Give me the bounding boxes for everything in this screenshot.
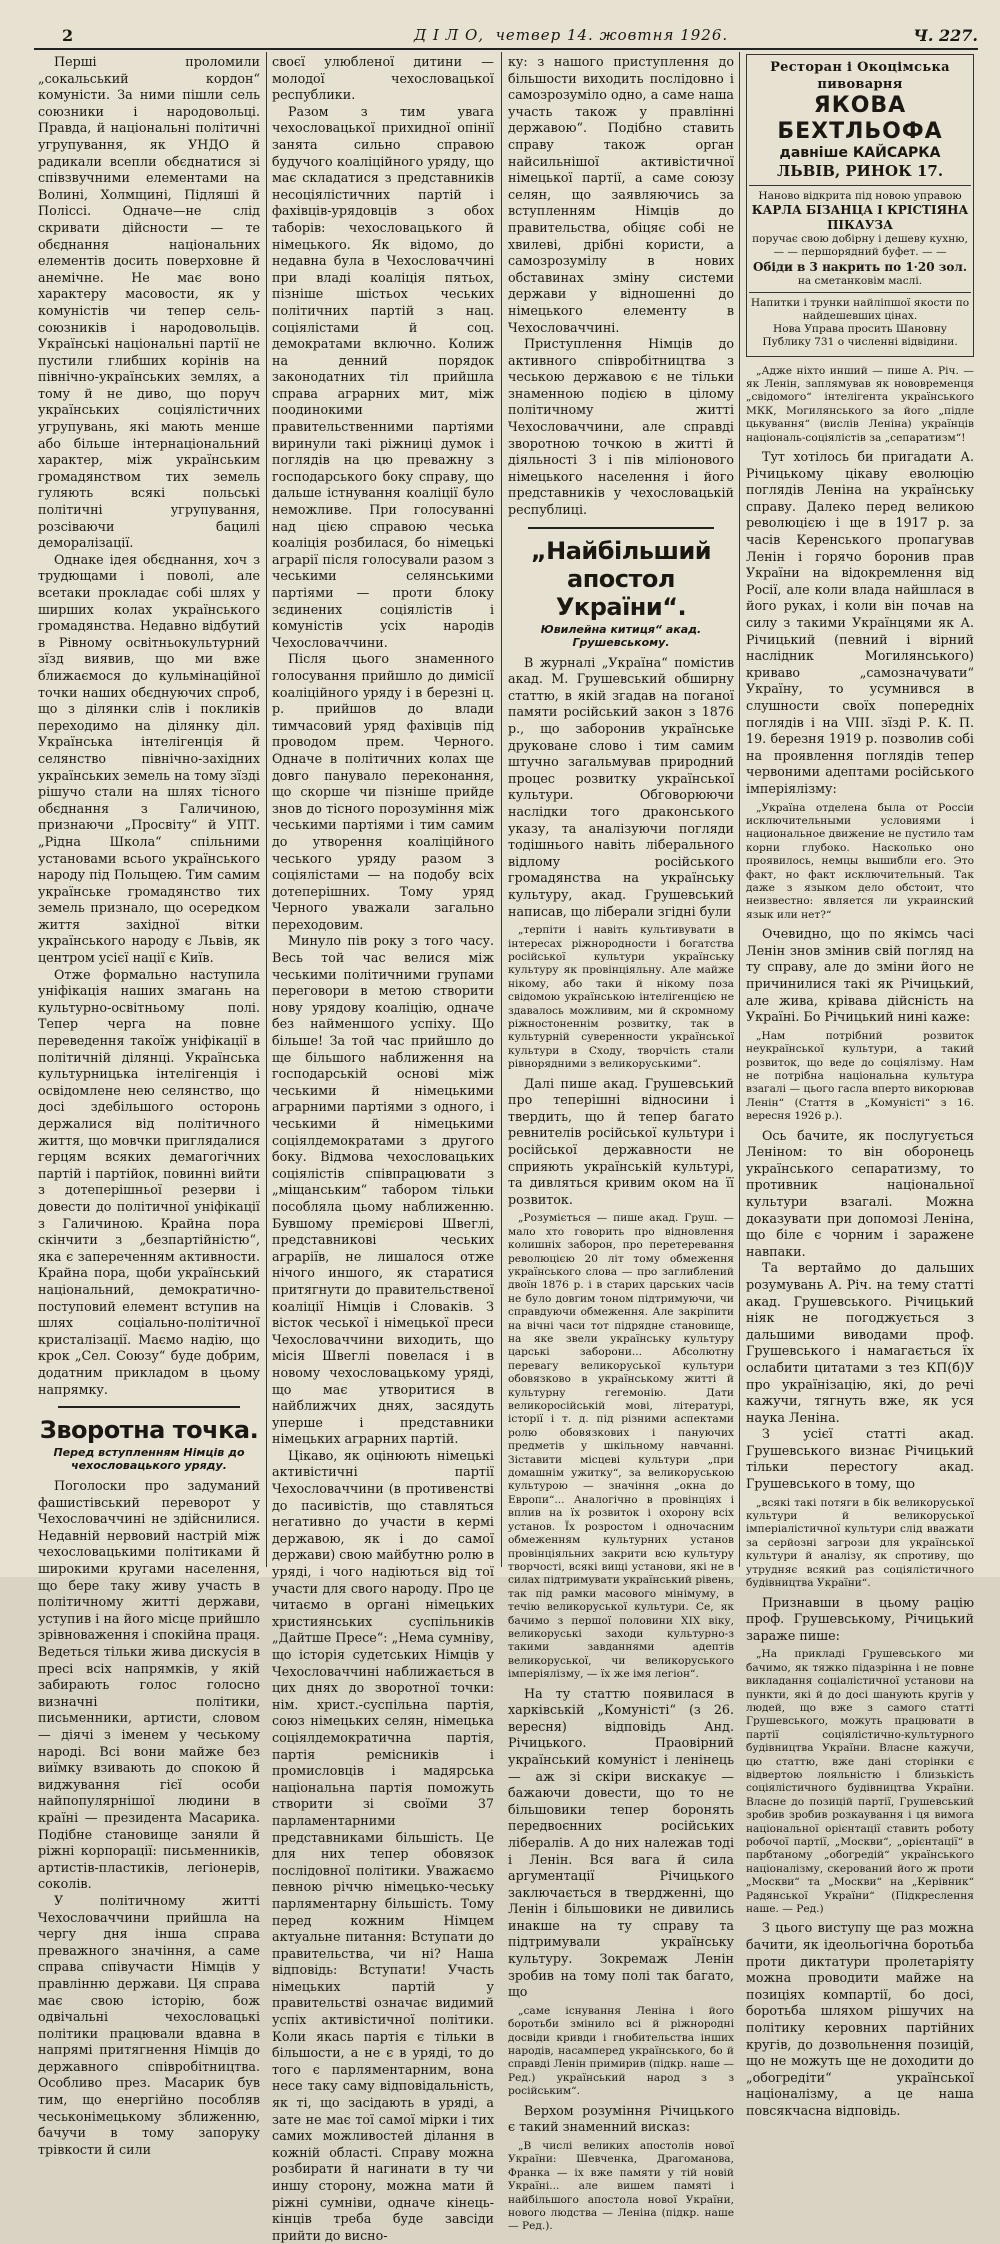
ad-divider: [749, 185, 971, 186]
column-rule: [501, 52, 502, 1567]
article-paragraph: Верхом розуміння Річицького є такий знаменний висказ:: [508, 2102, 734, 2135]
article-paragraph: Перші проломили „сокальський кордон“ комуністи. За ними пішли сель союзники і народовольці. Правда, й національні політичні угрупування, як УНДО й радикали всепли обєднатися зі співзвучними елементами на Волині, Холмщині, Підляші й Поліссі. Одначе—не слід скривати дійсности — те обєднання національних елементів досить поверховне й анемічне. Не має воно характеру масовости, як у комуністів чи тепер сель-союзників і народовольців. Українські національні партії не пустили глибших корінів на північно-українських землях, а тому й не диво, що поруч українських соціялістичних угрупувань, які мають менше або більше інтернаціональний характер, між українським громадянством тих земель гуляють всякі польські політичні угрупування, розсіваючи бацилі деморалізації.: [38, 54, 260, 551]
ad-line: Ресторан і Окоцімська пивоварня: [770, 60, 950, 92]
block-quote: „всякі такі потяги в бік великоруської культури й великоруської імперіалістичної культури слід вважати за серйозні загрози для української культури й аналізу, як спротиву, що утрудняє всякий раз соціялістичного будівництва України“.: [746, 1496, 974, 1590]
column-3: [508, 54, 734, 2233]
page-number: 2: [62, 26, 74, 45]
article-paragraph: Приступлення Німців до активного співробітництва з чеською державою є не тільки знаменною подією в цілому політичному житті Чехословаччини, але справді зворотною точкою в житті й діяльності 3 і пів міліонового німецького населення і його представників у чехословацькій республиці.: [508, 336, 734, 518]
ad-line: поручає свою добірну і дешеву кухню, — — першорядний буфет. — —: [752, 233, 968, 259]
ad-owner-name: ЯКОВА БЕХТЛЬОФА: [777, 93, 943, 144]
article-paragraph: Та вертаймо до дальших розумувань А. Річ. на тему статті акад. Грушевського. Річицький ніяк не погоджується з дальшими виводами проф. Грушевського і намагається їх ослабити цитатами з тез КП(б)У про українізацію, які, до речі кажучи, тягнуть вже, як уся наука Леніна.: [746, 1260, 974, 1425]
ad-address: ЛЬВІВ, РИНОК 17.: [776, 162, 944, 180]
ad-line: на сметанковім маслі.: [797, 274, 923, 287]
article-paragraph: Тут хотілось би пригадати А. Річицькому цікаву еволюцію поглядів Леніна на українську справу. Далеко перед великою революцією і ще в 1917 р. за часів Керенського пропагував Ленін і горячо боронив прав України на відокремлення від Росії, але коли влада найшлася в його руках, і коли він почав на силу з такими Українцями як А. Річицький (певний і вірний наслідник Могилянського) криваво „самозначувати“ Україну, то усумнився в слушности своїх попередніх поглядів і на VIII. зїзді Р. К. П. 19. березня 1919 р. позволив собі на проявлення поглядів тепер червоними адептами російського імперіялізму:: [746, 449, 974, 796]
article-paragraph: Отже формально наступила уніфікація наших змагань на культурно-освітньому полі. Тепер черга на повне переведення такоїж уніфікації в політичній ділянці. Українська культурницька інтелігенція і освідомлене нею селянство, що досі здебільшого осторонь держалися від політичного життя, що мовчки приглядалися герцям всяких демагогічних партій і партійок, повинні вийти з дотеперішньої резерви і довести до політичної уніфікації з Галичиною. Крайна пора скінчити з „безпартійністю“, яка є запереченням активности. Крайна пора, щоби український національний, демократично-поступовий елемент вступив на шлях соціально-політичної кристалізації. Маємо надію, що крок „Сел. Союзу“ буде добрим, додатним прикладом в цьому напрямку.: [38, 966, 260, 1397]
block-quote: „Україна отделена была от Россіи исключительными условиями і национальное движение не пустило там корни глубоко. Насколько оно проявилось, немцы вышибли его. Это факт, но факт исключительный. Так даже з языком дело обстоит, что неизвестно: является ли украинский язык или нет?“: [746, 801, 974, 921]
masthead: Д І Л О, четвер 14. жовтня 1926.: [414, 26, 729, 44]
ad-line: Нова Управа просить Шановну Публику 731 о численні відвідини.: [762, 323, 958, 349]
article-paragraph: Однаке ідея обєднання, хоч з трудющами і поволі, але всетаки прокладає собі шлях у ширших колах українського громадянства. Недавно відбутий в Рівному освітньокультурний зїзд виявив, що ми вже ближаємося до кульмінаційної точки наших обєднуючих спроб, що з ділянки слів і покликів переходимо на ділянку діл. Українська інтелігенція й селянство північно-західних українських земель на тому зїзді рішучо стали на шлях тісного обєднання з Галичиною, признаючи „Просвіту“ й УПТ. „Рідна Школа“ спільними установами всього українського народу під Польщею. Тим самим українське громадянство тих земель признало, що осередком життя західної вітки українського народу є Львів, як центром усієї нації є Київ.: [38, 551, 260, 966]
section-divider: [58, 1406, 240, 1408]
block-quote: „На прикладі Грушевського ми бачимо, як тяжко підазрінна і не повне викладання соціалістичної установи на пункти, які й до досі шанують кругів у людей, що вже з самого статті Грушевського, можуть працювати в партії соціялістично-культурного будівництва України. Власне кажучи, цю статтю, вже дані сторінки є відвертою лояльністю і близькість соціялістичного будівництва України. Власне до позицій партії, Грушевський зробив зробив розкаування і ця вимога національної орієнтації ставить роботу робочої партії, „Москви“, „орієнтації“ в парбтаному „обогредій“ українського націоналізму, скерований його ж проти „Москви“ та „Москви“ на „Керівник“ Радянської України“ (Підкреслення наше. — Ред.): [746, 1648, 974, 1915]
article-paragraph: Цікаво, як оцінюють німецькі активістичні партії Чехословаччини (в противенстві до пасивістів, що ставляться негативно до участи в кермі державою, як і до самої держави) свою майбутню ролю в уряді, і чого надіються від тої участи для свого народу. Про це читаємо в органі німецьких християнських суспільників „Дайтше Пресе“: „Нема сумніву, що історія судетських Німців у Чехословаччині наближається в цих днях до зворотної точки: нім. христ.-суспільна партія, союз німецьких селян, німецька соціялдемократична партія, партія ремісників і промисловців і мадярська національна партія поможуть створити зі своїми 37 парламентарними представниками більшість. Це для них тепер обовязок послідовної політики. Уважаємо певною річчю німецько-чеську парляментарну більшість. Тому перед кожним Німцем актуальне питання: Вступати до правительства, чи ні? Наша відповідь: Вступати! Участь німецьких партій у правительстві означає видимий успіх активістичної політики. Коли якась партія є тільки в більшости, а не є в уряді, то до того є парляментарним, вона несе таку саму відповідальність, як ті, що засідають в уряді, а зате не має тої самої мірки і тих самих можливостей ділання в кожній області. Справу можна розбирати й нагинати в ту чи иншу сторону, можна мати й ріжні сумніви, одначе кінець-кінців треба буде завсіди прийти до висно-: [272, 1447, 494, 2243]
article-paragraph: Минуло пів року з того часу. Весь той час велися між чеськими політичними групами переговори в метою створити нову урядову коаліцію, одначе без найменшого успіху. Що більше! За той час прийшло до ще більшого наближення на господарській основі між чеськими й німецькими аграрними партіями з одного, і чеськими й німецькими соціялдемократами з другого боку. Відмова чехословацьких соціялістів співпрацювати з „міщанським“ табором тільки пособляла цьому наближенню. Бувшому премієрові Швеглі, представникові чеських аграріїв, не лишалося отже нічого иншого, як старатися притягнути до правительственої коаліції Німців і Словаків. З вісток чеської і німецької преси Чехословаччини виходить, що місія Швеглі повелася і в новому чехословацькому уряді, що має утворитися в найближчих днях, засядуть уперше і представники німецьких аграрних партій.: [272, 933, 494, 1447]
article-headline: Зворотна точка.: [39, 1416, 259, 1445]
ad-line: давніше КАЙСАРКА: [779, 145, 941, 161]
article-paragraph: На ту статтю появилася в харківській „Комуністі“ (з 26. вересня) відповідь Анд. Річицького. Праовірний український комуніст і ленінець — аж зі скіри вискакує — бажаючи довести, що то не більшовики тепер боронять передвоєнних російських лібералів. А до них належав тоді і Ленін. Вся вага й сила аргументації Річицького заключається в твердженні, що Ленін і більшовики не дивились инакше на ту справу та підтримували українську культуру. Зокремаж Ленін зробив на тому полі так багато, що: [508, 1685, 734, 2000]
ad-line: Напитки і трунки найліпшої якости по найдешевших цінах.: [750, 296, 970, 323]
article-paragraph: Ось бачите, як послугується Леніном: то він оборонець українського сепаратизму, то противник національної культури взагалі. Можна доказувати при допомозі Леніна, що біле є чорним і заражене навпаки.: [746, 1127, 974, 1259]
article-paragraph: своєї улюбленої дитини — молодої чехословацької республики.: [272, 54, 494, 103]
column-rule: [739, 52, 740, 1567]
article-paragraph: ку: з нашого приступлення до більшости виходить послідовно і самозрозуміло одно, а саме наша участь також у правлінні державою“. Подібно ставить справу також орган найсильнішої активістичної німецької партії, а саме союзу селян, що заявляючись за вступленням Німців до правительства, обіцяє собі не хвилеві, дрібні користи, а самозрозумілу в нових обставинах зміну системи держави у відношенні до німецького елементу в Чехословаччині.: [508, 54, 734, 335]
article-subheadline: Перед вступленням Німців до чехословацького уряду.: [53, 1446, 245, 1473]
article-paragraph: Поголоски про задуманий фашистівський переворот у Чехословаччині не здійснилися. Недавній нервовий настрій між чехословацькими політиками й широкими кругами населення, що бере таку живу участь в політичному житті держави, уступив і на його місце прийшло зрівноваження і спокійна праця. Ведеться тільки жива дискусія в пресі всіх напрямків, у якій забирають голос голосно визначні політики, письменники, артисти, словом — діячі з іменем у чеському народі. Всі вони майже без виїмку взивають до спокою й виджування гієї особи найпопулярнішої людини в країні — президента Масарика. Подібне становище заняли й ріжні корпорації: письменників, артистів-пластиків, легіонерів, соколів.: [38, 1478, 260, 1892]
block-quote: „Нам потрібний розвиток неукраїнської культури, а такий розвиток, що веде до соціялізму. Нам не потрібна національна культура взагалі — цього гасла вперто викорював Ленін“ (Стаття в „Комуністі“ з 16. вересня 1926 р.).: [746, 1029, 974, 1123]
page-header: [34, 26, 978, 50]
article-paragraph: Очевидно, що по якімсь часі Ленін знов змінив свій погляд на ту справу, але до зміни його не причинилися такі як Річицький, але жива, крівава дійсність на Україні. Бо Річицький нині каже:: [746, 926, 974, 1025]
article-paragraph: Признавши в цьому рацію проф. Грушевському, Річицький зараже пише:: [746, 1594, 974, 1643]
article-headline: „Найбільший апостол України“.: [530, 536, 712, 621]
column-rule: [266, 52, 267, 1567]
section-divider: [528, 527, 714, 529]
article-subheadline: Ювилейна китиця“ акад. Грушевському.: [540, 622, 702, 649]
block-quote: „Адже ніхто инший — пише А. Річ. — як Ленін, заплямував як нововременця „свідомого“ інтелігента українського МКК, Могилянського за його „підле цькування“ (вислів Леніна) українців національ-соціялістів за „сепаратизм“!: [746, 364, 974, 444]
block-quote: „терпіти і навіть культивувати в інтересах ріжнородности і богатства російської культури українську культуру як провінціяльну. Але майже нікому, або таки й нікому поза свідомою українською інтелігенцією не здавалось можливим, ми й скромному ріжностоненнім розвитку, так в культурній суверенности української культури в Сходу, творчість стали рівнорядними з великоруськими“.: [508, 924, 734, 1071]
restaurant-advertisement: [746, 54, 974, 357]
article-paragraph: З цього виступу ще раз можна бачити, як ідеольогічна боротьба проти диктатури пролетаріяту можна проводити майже на позиціях компартії, бо досі, боротьба шляхом рішучих на політику керовних партійних кругів, до дозвольнення позицій, що не можуть ще не доходити до „обогредіти“ української націоналізму, а це наша повсякчасна відповідь.: [746, 1920, 974, 2118]
issue-number: Ч. 227.: [913, 26, 978, 45]
article-paragraph: Після цього знаменного голосування прийшло до димісії коаліційного уряду і в березні ц. р. прийшов до влади тимчасовий уряд фахівців під проводом прем. Черного. Одначе в політичних колах ще довго панувало переконання, що скорше чи пізніше прийде знов до тісного порозуміння між чеськими партіями і тим самим до утворення коаліційного чеського уряду разом з соціялістами — на подобу всіх дотеперішних. Тому уряд Черного уважали загально переходовим.: [272, 651, 494, 932]
ad-line: Наново відкрита під новою управою: [758, 190, 962, 202]
article-paragraph: В журналі „Україна“ помістив акад. М. Грушевський обширну статтю, в якій згадав на поганої памяти російський закон з 1876 р., що заборонив українське друковане слово і тим самим штучно загальмував природний процес розвитку української культури. Обговорюючи наслідки того драконського указу, та аналізуючи погляди тодішнього навіть ліберального відлому російського громадянства на українську культуру, акад. Грушевський написав, що ліберали згідні були: [508, 654, 734, 919]
block-quote: „Розуміється — пише акад. Груш. — мало хто говорить про відновлення колишніх заборон, про перетеревання революцією 20 літ тому обмеження українського слова — про заглиблений двоїн 1876 р. і в старих царських часів не було довгим тоном підтримуючи, чи справдуючи обмеження. Але закріпити на вічні часи тот підрядне становище, на яке звели українську культуру царські заборони... Абсолютну перевагу великоруської культури обовязково в українському житті й культурну гегемонію. Дати великоросійській мові, літературі, історії і т. д. під різними аспектами ролю обовязкових і пануючих предметів у шкільному навчанні. Зіставити місцеві культури „при домашнім ужитку“, за великоруською культурою — значіння „окна до Европи“... Аналогічно в провінціях і вплив на їх розвиток і охорону всіх установ. Їх розростом і одночасним обмеженням культурних установ провінціяльних закрити всю культуру творчості, всякі вищі установи, які не в силах підтримувати український рівень, так під рамки масового мінімуму, в течію великоруської культури. Се, як бачимо з першої половини XIX віку, великоруські заходи культурно-з такими завданнями адептів великоруської, чи великоруського імперіялізму, — їх же імя легіон“.: [508, 1212, 734, 1681]
issue-date: четвер 14. жовтня 1926.: [495, 26, 729, 44]
article-paragraph: Разом з тим увага чехословацької прихидної опінії занята сильно справою будучого коаліційного уряду, що має складатися з представників несоціялістичних партій і фахівців-урядовців з обох таборів: чехословацького й німецького. Як відомо, до недавна була в Чехословаччині при владі коаліція пятьох, пізніше шістьох чеських політичних партій з нац. соціялістами й соц. демократами включно. Колиж на денний порядок законодатних тіл прийшла справа аграрних мит, між поодинокими правительственними партіями виринули такі ріжниці думок і поглядів на цю преважну з господарського боку справу, що дальше істнування коаліції було неможливе. При голосуванні над цією справою чеська коаліція розбилася, бо німецькі аграрії після голосували разом з чеськими селянськими партіями — проти блоку зєдинених соціялістів і комуністів усіх народів Чехословаччини.: [272, 103, 494, 650]
ad-management: КАРЛА БІЗАНЦА І КРІСТІЯНА ПІКАУЗА: [751, 203, 969, 233]
ad-divider: [749, 292, 971, 293]
article-paragraph: У політичному житті Чехословаччини прийшла на чергу дня інша справа преважного значіння, а саме справа співучасти Німців у правлінню держави. Ця справа має свою історію, бож одвічальні чехословацькі політики працювали вдавна в напрямі притягнення Німців до державного співробітництва. Особливо през. Масарик був тим, що енергійно пособляв чеськонімецькому зближенню, бачучи в тому запоруку трівкости й сили: [38, 1892, 260, 2157]
column-4: [746, 54, 974, 2118]
block-quote: „В числі великих апостолів нової України: Шевченка, Драгоманова, Франка — іх вже памяти у тій новій Україні... але вишем памяті і найбільшого апостола нової України, нового людства — Леніна (підкр. наше — Ред.).: [508, 2139, 734, 2233]
block-quote: „саме існування Леніна і його боротьби змінило всі й ріжнородні досвіди кривди і гнобительства інших народів, насамперед українського, бо й справді Ленін примирив (підкр. наше — Ред.) український народ з з російським“.: [508, 2004, 734, 2098]
ad-price: Обіди в 3 накрить по 1·20 зол.: [752, 259, 968, 274]
column-2: [272, 54, 494, 2243]
column-1: [38, 54, 260, 2157]
article-paragraph: Далі пише акад. Грушевський про теперішні відносини і твердить, що й тепер багато ревнителів російської культури і російської державности не сприяють українській культурі, та дивляться кривим оком на її розвиток.: [508, 1075, 734, 1207]
article-paragraph: З усієї статті акад. Грушевського визнає Річицький тільки перестогу акад. Грушевського в тому, що: [746, 1426, 974, 1492]
